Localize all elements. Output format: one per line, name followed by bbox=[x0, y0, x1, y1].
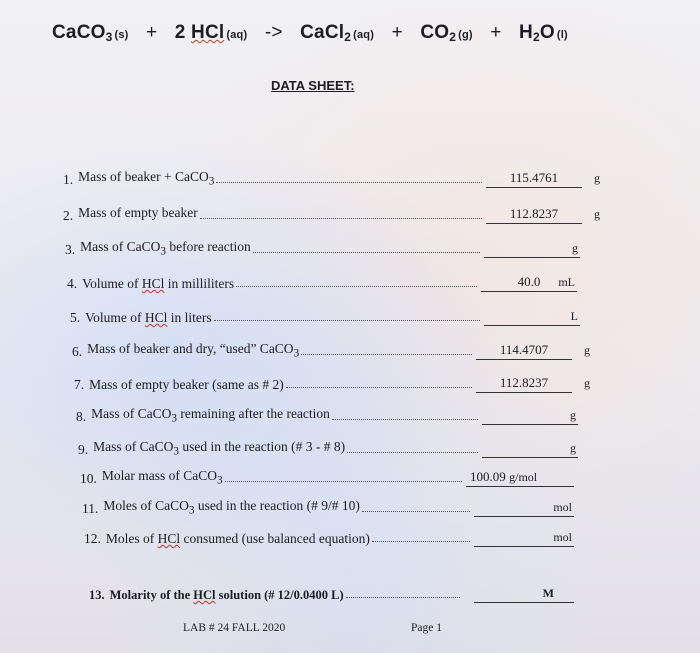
row-label: Moles of CaCO$_3$ used in the reaction (# 9/# 10) bbox=[103, 498, 360, 517]
row-label: Mass of CaCO$_3$ remaining after the reaction bbox=[91, 406, 330, 425]
data-row-11: 11. Moles of CaCO$_3$ used in the reaction (# 9/# 10) mol bbox=[82, 498, 572, 517]
row-label: Molarity of the HCl solution (# 12/0.0400 L) bbox=[109, 588, 344, 602]
product-h2o: $H_2O$ bbox=[519, 22, 555, 44]
data-row-12: 12. Moles of HCl consumed (use balanced equation) mol bbox=[84, 530, 572, 546]
row-label: Mass of beaker + CaCO$_3$ bbox=[78, 169, 215, 188]
data-row-2: 2. Mass of empty beaker 112.8237 g bbox=[63, 205, 600, 223]
answer-field-1[interactable]: 115.4761 g bbox=[486, 170, 582, 188]
data-row-7: 7. Mass of empty beaker (same as # 2) 112.8237 g bbox=[74, 375, 590, 392]
data-row-9: 9. Mass of CaCO$_3$ used in the reaction (# 3 - # 8) g bbox=[78, 439, 576, 458]
leader-dots bbox=[301, 354, 472, 355]
answer-field-8[interactable]: g bbox=[482, 423, 578, 425]
leader-dots bbox=[236, 286, 477, 287]
answer-field-3[interactable]: g bbox=[484, 256, 580, 258]
row-label: Mass of CaCO$_3$ used in the reaction (# 3 - # 8) bbox=[93, 439, 346, 458]
answer-field-7[interactable]: 112.8237 g bbox=[476, 375, 572, 393]
answer-field-2[interactable]: 112.8237 g bbox=[486, 206, 582, 224]
leader-dots bbox=[286, 387, 472, 388]
answer-field-11[interactable]: mol bbox=[474, 515, 574, 517]
data-row-4: 4. Volume of HCl in milliliters 40.0 mL bbox=[67, 274, 575, 291]
row-label: Mass of empty beaker bbox=[78, 205, 198, 221]
row-label: Mass of empty beaker (same as # 2) bbox=[89, 377, 284, 392]
answer-field-6[interactable]: 114.4707 g bbox=[476, 342, 572, 360]
chemical-equation: CaCO$_3$ (s) + 2 HCl (aq) -> CaCl$_2$ $(aq) + CO_2$ $(g) + H_2O$ (l) bbox=[52, 22, 568, 44]
reactant-hcl: 2 HCl bbox=[174, 22, 225, 43]
leader-dots bbox=[253, 252, 480, 253]
answer-field-13[interactable]: M bbox=[474, 601, 574, 603]
product-co2: $CO_2$ bbox=[420, 22, 457, 44]
page-number: Page 1 bbox=[411, 622, 442, 634]
data-row-1: 1. Mass of beaker + CaCO$_3$ 115.4761 g bbox=[63, 169, 600, 188]
data-row-8: 8. Mass of CaCO$_3$ remaining after the reaction g bbox=[76, 406, 576, 425]
leader-dots bbox=[362, 511, 470, 512]
lab-footer: LAB # 24 FALL 2020 bbox=[183, 622, 286, 634]
data-row-6: 6. Mass of beaker and dry, “used” CaCO$_3$ 114.4707 g bbox=[72, 341, 590, 360]
leader-dots bbox=[346, 597, 460, 598]
row-label: Mass of beaker and dry, “used” CaCO$_3$ bbox=[87, 341, 300, 360]
leader-dots bbox=[225, 481, 462, 482]
leader-dots bbox=[372, 541, 470, 542]
row-label: Mass of CaCO$_3$ before reaction bbox=[80, 239, 251, 258]
answer-field-5[interactable]: L bbox=[484, 324, 580, 326]
answer-field-4[interactable]: 40.0 mL bbox=[481, 274, 577, 292]
reactant-caco3: CaCO$_3$ bbox=[52, 22, 113, 44]
data-row-13: 13. Molarity of the HCl solution (# 12/0.0400 L) M bbox=[89, 583, 574, 603]
answer-field-9[interactable]: g bbox=[482, 456, 578, 458]
leader-dots bbox=[214, 320, 480, 321]
data-row-10: 10. Molar mass of CaCO$_3$ 100.09 g/mol bbox=[80, 467, 574, 487]
data-row-5: 5. Volume of HCl in liters L bbox=[70, 309, 578, 325]
product-cacl2: CaCl$_2$ bbox=[300, 22, 352, 44]
data-sheet-title: DATA SHEET: bbox=[271, 78, 355, 93]
leader-dots bbox=[216, 182, 482, 183]
reaction-arrow: -> bbox=[264, 22, 283, 43]
leader-dots bbox=[200, 218, 482, 219]
answer-field-10[interactable]: 100.09 g/mol bbox=[466, 469, 574, 487]
data-row-3: 3. Mass of CaCO$_3$ before reaction g bbox=[65, 239, 578, 258]
row-label: Volume of HCl in liters bbox=[85, 310, 212, 325]
row-label: Moles of HCl consumed (use balanced equation) bbox=[105, 531, 370, 546]
row-label: Molar mass of CaCO$_3$ bbox=[101, 468, 223, 487]
leader-dots bbox=[347, 452, 478, 453]
leader-dots bbox=[332, 419, 478, 420]
row-label: Volume of HCl in milliliters bbox=[82, 276, 235, 291]
answer-field-12[interactable]: mol bbox=[474, 545, 574, 547]
